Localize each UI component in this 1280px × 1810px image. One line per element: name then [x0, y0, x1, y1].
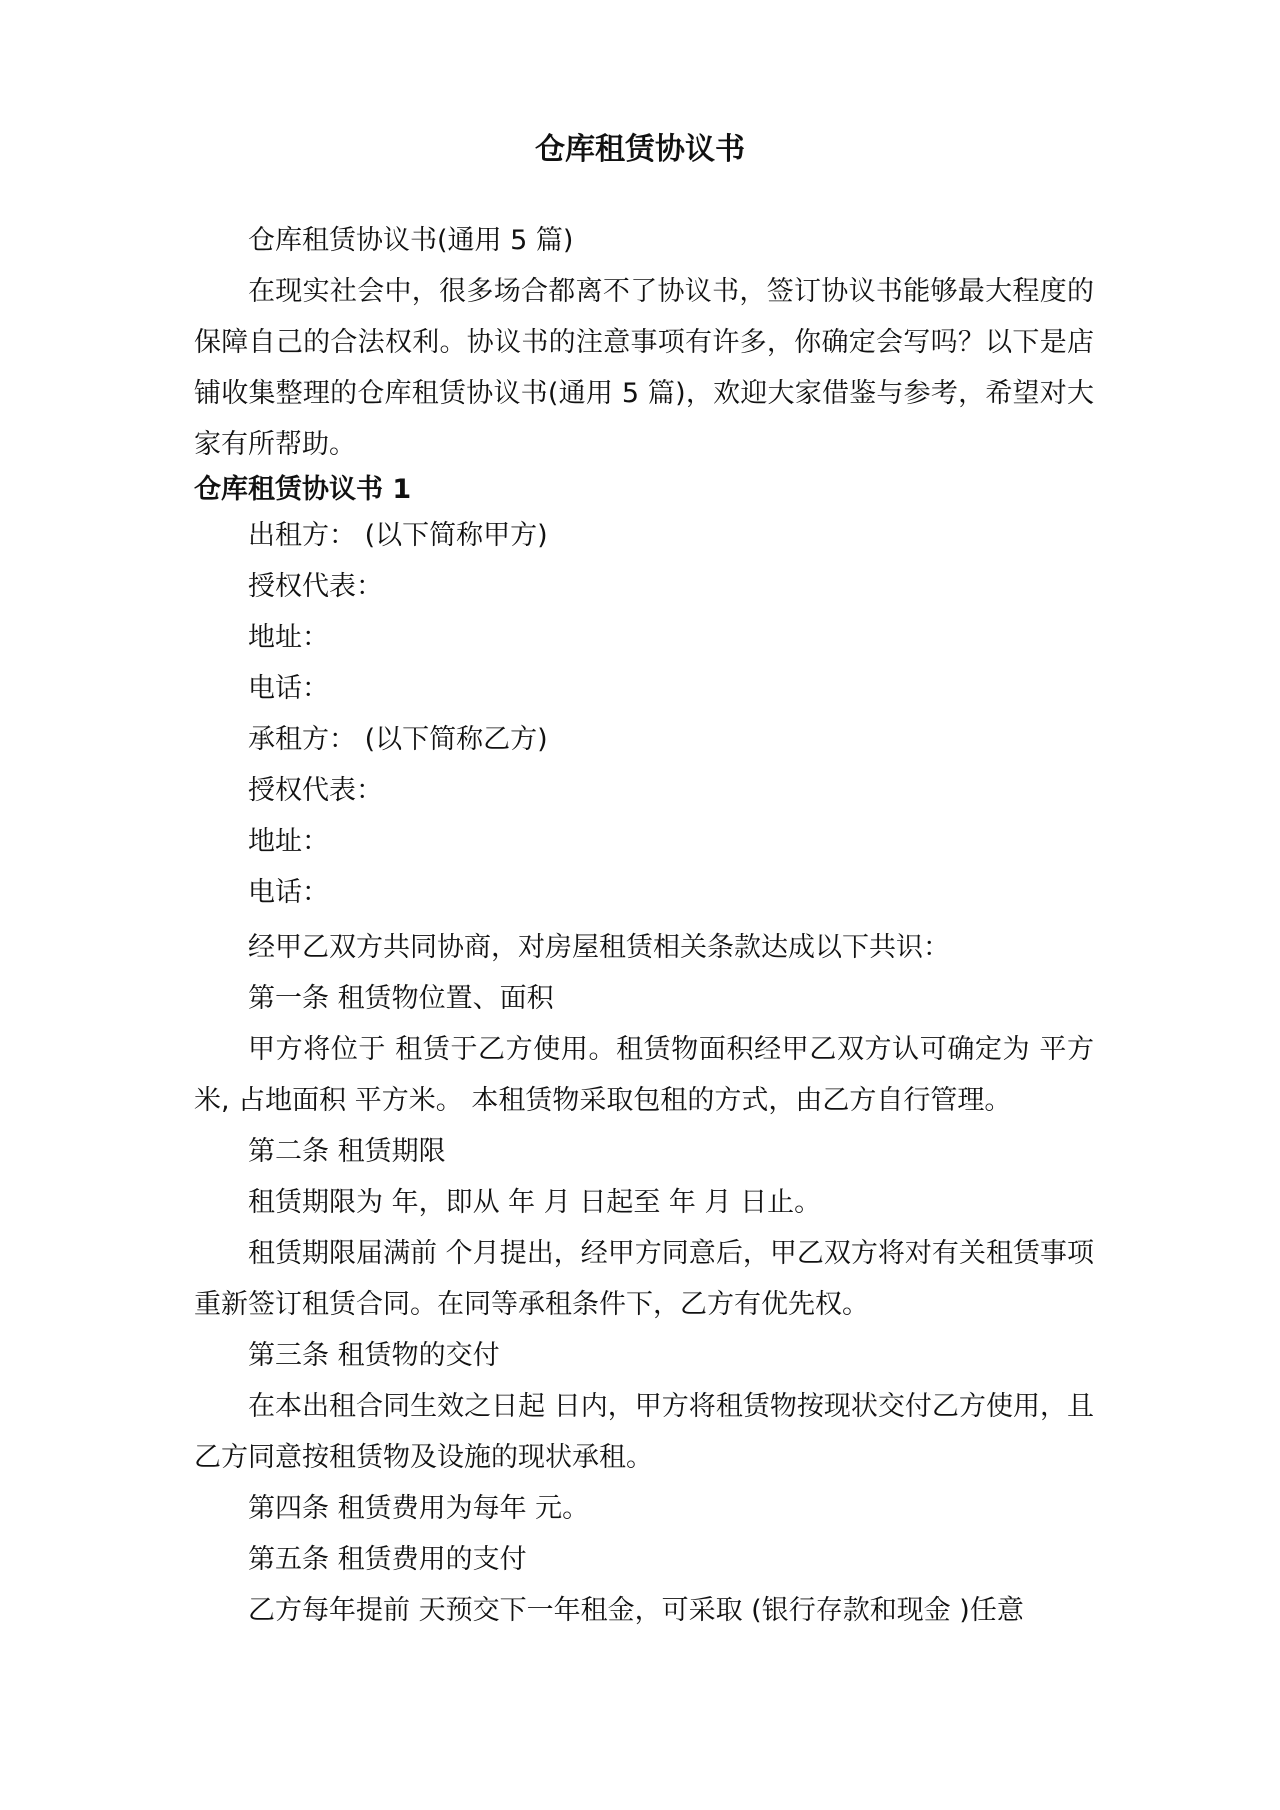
article-1-body: 甲方将位于 租赁于乙方使用。租赁物面积经甲乙双方认可确定为 平方米, 占地面积 平方米。 本租赁物采取包租的方式，由乙方自行管理。 [194, 1034, 1094, 1116]
article-3-body: 在本出租合同生效之日起 日内，甲方将租赁物按现状交付乙方使用，且乙方同意按租赁物及设施的现状承租。 [194, 1391, 1094, 1473]
article-5-body: 乙方每年提前 天预交下一年租金，可采取 (银行存款和现金 )任意 [248, 1595, 1024, 1626]
lessor-phone: 电话： [248, 673, 329, 704]
article-5-title: 第五条 租赁费用的支付 [248, 1544, 527, 1575]
lessor-representative: 授权代表： [248, 571, 383, 602]
article-3-title: 第三条 租赁物的交付 [248, 1340, 500, 1371]
article-1-title: 第一条 租赁物位置、面积 [248, 983, 554, 1014]
lessee-phone: 电话： [248, 877, 329, 908]
document-title: 仓库租赁协议书 [535, 132, 745, 167]
lessor-address: 地址： [248, 622, 329, 653]
intro-paragraph: 在现实社会中，很多场合都离不了协议书，签订协议书能够最大程度的保障自己的合法权利。协议书的注意事项有许多，你确定会写吗？以下是店铺收集整理的仓库租赁协议书(通用 5 篇)，欢迎大家借鉴与参考，希望对大家有所帮助。 [194, 276, 1094, 460]
article-4-title: 第四条 租赁费用为每年 元。 [248, 1493, 590, 1524]
consensus-paragraph: 经甲乙双方共同协商，对房屋租赁相关条款达成以下共识： [248, 932, 950, 963]
lessor-line: 出租方： (以下简称甲方) [248, 520, 548, 551]
document-body [194, 215, 1094, 1636]
article-2-title: 第二条 租赁期限 [248, 1136, 446, 1167]
lessee-line: 承租方： (以下简称乙方) [248, 724, 548, 755]
document-subtitle: 仓库租赁协议书(通用 5 篇) [248, 225, 574, 256]
article-2-body-2: 租赁期限届满前 个月提出，经甲方同意后，甲乙双方将对有关租赁事项重新签订租赁合同。在同等承租条件下，乙方有优先权。 [194, 1238, 1094, 1320]
section-heading: 仓库租赁协议书 1 [194, 474, 412, 505]
article-2-body-1: 租赁期限为 年，即从 年 月 日起至 年 月 日止。 [248, 1187, 822, 1218]
lessee-address: 地址： [248, 826, 329, 857]
lessee-representative: 授权代表： [248, 775, 383, 806]
